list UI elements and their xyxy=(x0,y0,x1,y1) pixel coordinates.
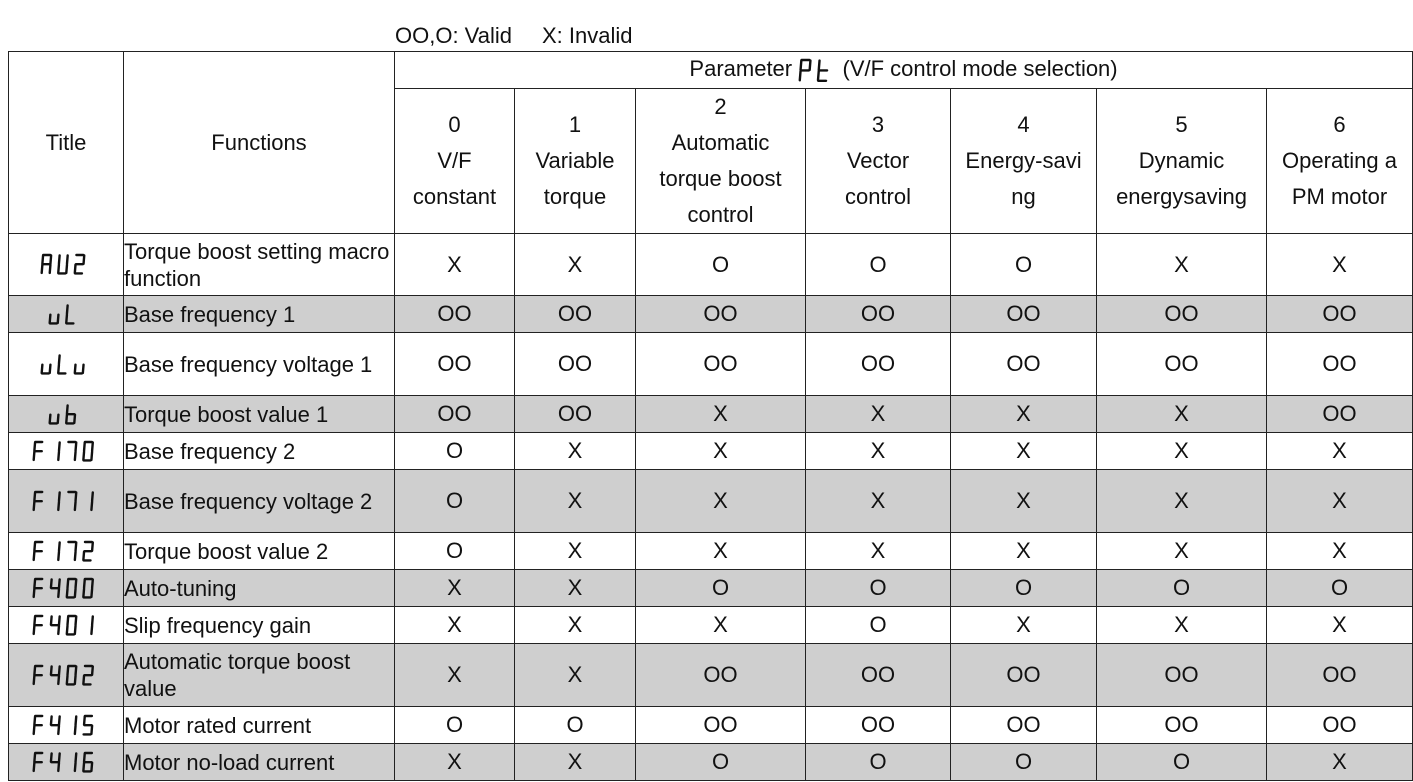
validity-cell-mode-5: X xyxy=(1097,470,1267,533)
parameter-code xyxy=(9,644,124,707)
table-row xyxy=(9,744,1413,781)
validity-cell-mode-1: OO xyxy=(515,396,636,433)
mode-header-4 xyxy=(951,89,1097,234)
parameter-code xyxy=(9,433,124,470)
function-name: Torque boost setting macro function xyxy=(124,234,395,296)
validity-cell-mode-4: OO xyxy=(951,296,1097,333)
validity-cell-mode-5: OO xyxy=(1097,333,1267,396)
validity-cell-mode-2: X xyxy=(636,470,806,533)
function-name: Motor rated current xyxy=(124,707,395,744)
validity-cell-mode-3: X xyxy=(806,470,951,533)
validity-cell-mode-6: X xyxy=(1267,744,1413,781)
mode-header-6 xyxy=(1267,89,1413,234)
validity-cell-mode-6: OO xyxy=(1267,644,1413,707)
mode-header-0 xyxy=(395,89,515,234)
validity-cell-mode-0: X xyxy=(395,644,515,707)
validity-cell-mode-5: OO xyxy=(1097,644,1267,707)
table-row xyxy=(9,707,1413,744)
parameter-code xyxy=(9,396,124,433)
validity-cell-mode-5: OO xyxy=(1097,296,1267,333)
mode-header-1 xyxy=(515,89,636,234)
parameter-code xyxy=(9,533,124,570)
validity-cell-mode-0: O xyxy=(395,470,515,533)
validity-cell-mode-0: O xyxy=(395,433,515,470)
validity-cell-mode-4: X xyxy=(951,433,1097,470)
table-row xyxy=(9,533,1413,570)
validity-cell-mode-6: OO xyxy=(1267,333,1413,396)
mode-label-line: constant xyxy=(412,184,497,209)
mode-label-line: Operating a xyxy=(1282,148,1397,173)
mode-label-line: ng xyxy=(1011,184,1036,209)
function-name: Torque boost value 2 xyxy=(124,533,395,570)
validity-cell-mode-6: X xyxy=(1267,470,1413,533)
function-name: Motor no-load current xyxy=(124,744,395,781)
mode-header-3 xyxy=(806,89,951,234)
parameter-code xyxy=(9,470,124,533)
table-row xyxy=(9,607,1413,644)
validity-cell-mode-4: X xyxy=(951,396,1097,433)
validity-cell-mode-5: X xyxy=(1097,234,1267,296)
validity-cell-mode-2: OO xyxy=(636,296,806,333)
validity-cell-mode-1: X xyxy=(515,470,636,533)
validity-cell-mode-3: OO xyxy=(806,644,951,707)
parameter-code xyxy=(9,707,124,744)
validity-cell-mode-4: O xyxy=(951,234,1097,296)
validity-cell-mode-2: OO xyxy=(636,333,806,396)
validity-cell-mode-3: OO xyxy=(806,707,951,744)
validity-cell-mode-5: X xyxy=(1097,396,1267,433)
function-name: Base frequency voltage 2 xyxy=(124,470,395,533)
parameter-code xyxy=(9,234,124,296)
mode-label-line: Energy-savi xyxy=(965,148,1082,173)
mode-label-line: Dynamic xyxy=(1138,148,1225,173)
parameter-code xyxy=(9,296,124,333)
validity-cell-mode-0: X xyxy=(395,570,515,607)
legend xyxy=(395,23,632,49)
mode-header-5 xyxy=(1097,89,1267,234)
mode-label-line: V/F xyxy=(437,148,472,173)
validity-cell-mode-5: X xyxy=(1097,533,1267,570)
validity-cell-mode-3: O xyxy=(806,570,951,607)
validity-cell-mode-4: O xyxy=(951,744,1097,781)
validity-cell-mode-5: O xyxy=(1097,570,1267,607)
table-row xyxy=(9,296,1413,333)
mode-number: 6 xyxy=(1333,112,1346,137)
validity-cell-mode-2: X xyxy=(636,533,806,570)
validity-cell-mode-6: X xyxy=(1267,533,1413,570)
parameter-code xyxy=(9,744,124,781)
validity-cell-mode-1: X xyxy=(515,234,636,296)
mode-label-line: energysaving xyxy=(1116,184,1247,209)
validity-cell-mode-3: X xyxy=(806,533,951,570)
validity-cell-mode-1: O xyxy=(515,707,636,744)
validity-cell-mode-3: OO xyxy=(806,296,951,333)
validity-cell-mode-0: X xyxy=(395,607,515,644)
mode-number: 5 xyxy=(1175,112,1188,137)
mode-label-line: torque xyxy=(543,184,607,209)
mode-label-line: Variable xyxy=(535,148,615,173)
validity-cell-mode-1: X xyxy=(515,607,636,644)
parameter-table xyxy=(8,51,1413,781)
validity-cell-mode-6: X xyxy=(1267,607,1413,644)
validity-cell-mode-3: OO xyxy=(806,333,951,396)
parameter-suffix: (V/F control mode selection) xyxy=(842,55,1118,81)
validity-cell-mode-6: X xyxy=(1267,433,1413,470)
mode-header-2 xyxy=(636,89,806,234)
mode-number: 0 xyxy=(448,112,461,137)
function-name: Torque boost value 1 xyxy=(124,396,395,433)
validity-cell-mode-3: O xyxy=(806,744,951,781)
validity-cell-mode-6: O xyxy=(1267,570,1413,607)
parameter-code xyxy=(9,333,124,396)
validity-cell-mode-1: X xyxy=(515,644,636,707)
validity-cell-mode-4: OO xyxy=(951,644,1097,707)
validity-cell-mode-2: OO xyxy=(636,644,806,707)
parameter-group-header xyxy=(395,52,1413,89)
validity-cell-mode-4: OO xyxy=(951,707,1097,744)
parameter-code-display xyxy=(796,56,838,85)
validity-cell-mode-0: OO xyxy=(395,333,515,396)
validity-cell-mode-4: X xyxy=(951,533,1097,570)
validity-cell-mode-1: OO xyxy=(515,333,636,396)
validity-cell-mode-0: X xyxy=(395,744,515,781)
mode-number: 4 xyxy=(1017,112,1030,137)
validity-cell-mode-5: X xyxy=(1097,607,1267,644)
function-name: Base frequency voltage 1 xyxy=(124,333,395,396)
legend-invalid: X: Invalid xyxy=(541,23,633,48)
function-name: Base frequency 2 xyxy=(124,433,395,470)
validity-cell-mode-6: OO xyxy=(1267,296,1413,333)
mode-label-line: PM motor xyxy=(1291,184,1388,209)
validity-cell-mode-3: X xyxy=(806,396,951,433)
parameter-code xyxy=(9,607,124,644)
validity-cell-mode-2: OO xyxy=(636,707,806,744)
function-name: Automatic torque boost value xyxy=(124,644,395,707)
validity-cell-mode-0: OO xyxy=(395,396,515,433)
validity-cell-mode-6: X xyxy=(1267,234,1413,296)
mode-number: 3 xyxy=(871,112,885,137)
function-name: Slip frequency gain xyxy=(124,607,395,644)
function-name: Auto-tuning xyxy=(124,570,395,607)
table-row xyxy=(9,396,1413,433)
parameter-prefix: Parameter xyxy=(689,55,793,81)
validity-cell-mode-3: O xyxy=(806,607,951,644)
table-row xyxy=(9,433,1413,470)
table-row xyxy=(9,470,1413,533)
validity-cell-mode-1: X xyxy=(515,570,636,607)
validity-cell-mode-4: O xyxy=(951,570,1097,607)
table-row xyxy=(9,333,1413,396)
validity-cell-mode-0: O xyxy=(395,707,515,744)
validity-cell-mode-5: O xyxy=(1097,744,1267,781)
validity-cell-mode-4: OO xyxy=(951,333,1097,396)
validity-cell-mode-3: X xyxy=(806,433,951,470)
validity-cell-mode-1: X xyxy=(515,744,636,781)
mode-label-line: control xyxy=(844,184,912,209)
validity-cell-mode-0: X xyxy=(395,234,515,296)
validity-cell-mode-2: X xyxy=(636,396,806,433)
validity-cell-mode-6: OO xyxy=(1267,707,1413,744)
validity-cell-mode-0: O xyxy=(395,533,515,570)
table-row xyxy=(9,234,1413,296)
functions-column-header: Functions xyxy=(124,52,395,234)
mode-label-line: Automatic xyxy=(671,130,770,155)
mode-label-line: control xyxy=(687,202,754,227)
legend-valid: OO,O: Valid xyxy=(395,23,512,48)
validity-cell-mode-4: X xyxy=(951,607,1097,644)
table-row xyxy=(9,570,1413,607)
validity-cell-mode-5: X xyxy=(1097,433,1267,470)
mode-number: 1 xyxy=(568,112,582,137)
title-column-header: Title xyxy=(9,52,124,234)
validity-cell-mode-2: O xyxy=(636,234,806,296)
mode-label-line: torque boost xyxy=(659,166,782,191)
validity-cell-mode-6: OO xyxy=(1267,396,1413,433)
validity-cell-mode-4: X xyxy=(951,470,1097,533)
validity-cell-mode-3: O xyxy=(806,234,951,296)
table-row xyxy=(9,644,1413,707)
validity-cell-mode-5: OO xyxy=(1097,707,1267,744)
mode-label-line: Vector xyxy=(846,148,910,173)
mode-number: 2 xyxy=(714,94,727,119)
validity-cell-mode-2: X xyxy=(636,607,806,644)
validity-cell-mode-2: O xyxy=(636,744,806,781)
validity-cell-mode-2: X xyxy=(636,433,806,470)
validity-cell-mode-1: X xyxy=(515,533,636,570)
function-name: Base frequency 1 xyxy=(124,296,395,333)
validity-cell-mode-1: X xyxy=(515,433,636,470)
validity-cell-mode-0: OO xyxy=(395,296,515,333)
validity-cell-mode-1: OO xyxy=(515,296,636,333)
parameter-code xyxy=(9,570,124,607)
validity-cell-mode-2: O xyxy=(636,570,806,607)
